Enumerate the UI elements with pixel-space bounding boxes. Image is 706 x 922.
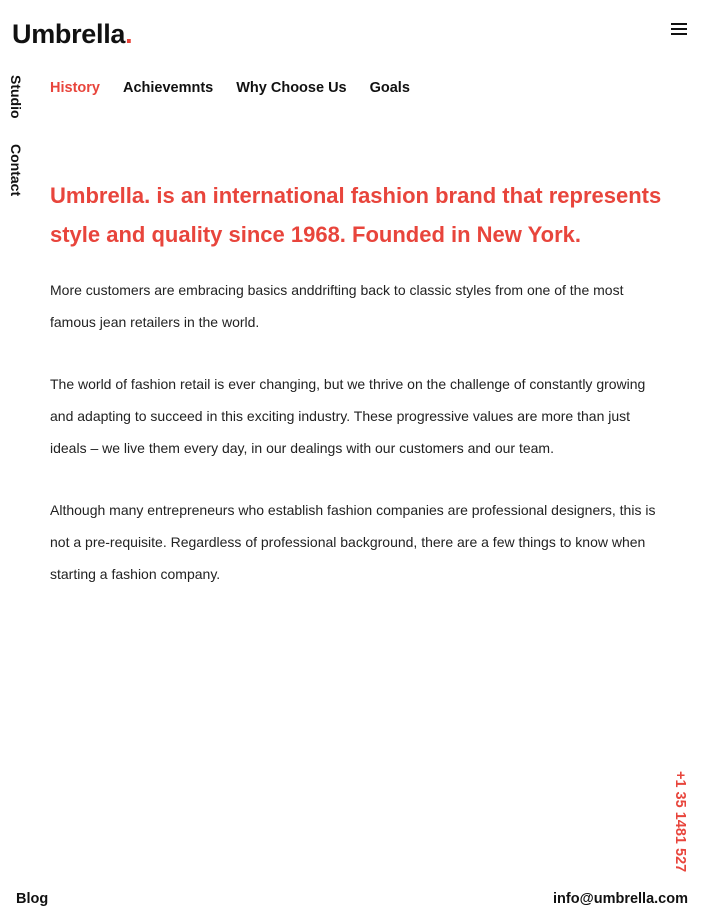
main-content xyxy=(50,176,665,590)
tab-goals[interactable]: Goals xyxy=(369,80,410,96)
email-link[interactable]: info@umbrella.com xyxy=(553,891,688,907)
brand-name: Umbrella xyxy=(12,19,126,49)
blog-link[interactable]: Blog xyxy=(16,891,49,907)
tab-why-choose-us[interactable]: Why Choose Us xyxy=(236,80,347,96)
side-nav-contact[interactable]: Contact xyxy=(8,144,24,197)
page-headline: Umbrella. is an international fashion brand that represents style and quality since 1968. Founded in New York. xyxy=(50,183,662,247)
brand-dot: . xyxy=(125,19,133,49)
paragraph-3: Although many entrepreneurs who establish fashion companies are professional designers, this is not a pre-requisite. Regardless of professional background, there are a few things to know when starting a fashion company. xyxy=(50,502,656,582)
phone-link[interactable]: +1 35 1481 527 xyxy=(672,771,688,873)
brand-logo[interactable] xyxy=(12,18,132,50)
paragraph-1: More customers are embracing basics anddrifting back to classic styles from one of the most famous jean retailers in the world. xyxy=(50,282,624,330)
tab-history[interactable]: History xyxy=(50,80,100,96)
paragraph-2: The world of fashion retail is ever changing, but we thrive on the challenge of constantly growing and adapting to succeed in this exciting industry. These progressive values are more than just ideals – we live them every day, in our dealings with our customers and our team. xyxy=(50,376,646,456)
side-nav-studio[interactable]: Studio xyxy=(8,75,24,119)
tab-achievements[interactable]: Achievemnts xyxy=(122,80,214,96)
sub-nav xyxy=(50,80,410,97)
hamburger-menu-icon[interactable] xyxy=(670,22,690,38)
